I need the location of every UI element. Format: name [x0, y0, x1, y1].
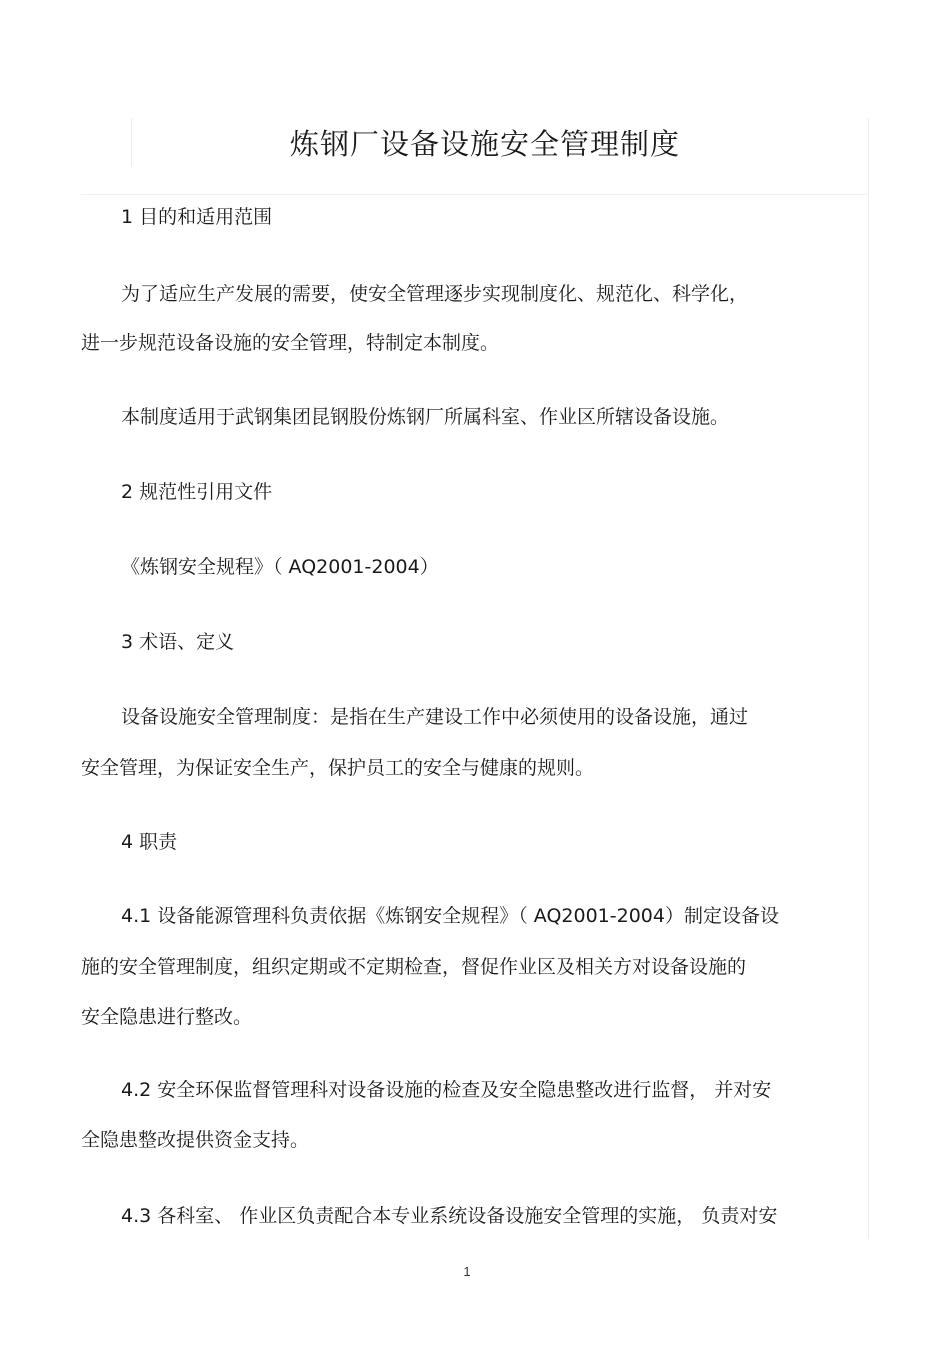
paragraph-line: 进一步规范设备设施的安全管理，特制定本制度。 — [81, 332, 500, 354]
page-border-right — [868, 118, 869, 1238]
section-heading-2: 2 规范性引用文件 — [121, 481, 273, 503]
paragraph-line: 安全隐患进行整改。 — [81, 1006, 253, 1028]
paragraph-line: 设备设施安全管理制度：是指在生产建设工作中必须使用的设备设施，通过 — [121, 706, 749, 728]
document-title: 炼钢厂设备设施安全管理制度 — [289, 127, 680, 161]
section-heading-1: 1 目的和适用范围 — [121, 206, 273, 228]
paragraph-line: 4.3 各科室、 作业区负责配合本专业系统设备设施安全管理的实施， 负责对安 — [121, 1205, 778, 1227]
paragraph-line: 安全管理，为保证安全生产，保护员工的安全与健康的规则。 — [81, 757, 595, 779]
paragraph-line: 《炼钢安全规程》（ AQ2001-2004） — [121, 556, 439, 578]
section-heading-3: 3 术语、定义 — [121, 631, 235, 653]
paragraph-line: 施的安全管理制度，组织定期或不定期检查，督促作业区及相关方对设备设施的 — [81, 956, 747, 978]
title-divider — [81, 194, 869, 195]
paragraph-line: 本制度适用于武钢集团昆钢股份炼钢厂所属科室、作业区所辖设备设施。 — [121, 406, 730, 428]
page-number: 1 — [463, 1264, 471, 1279]
section-heading-4: 4 职责 — [121, 831, 178, 853]
paragraph-line: 全隐患整改提供资金支持。 — [81, 1129, 310, 1151]
paragraph-line: 为了适应生产发展的需要，使安全管理逐步实现制度化、规范化、科学化， — [121, 283, 749, 305]
paragraph-line: 4.2 安全环保监督管理科对设备设施的检查及安全隐患整改进行监督， 并对安 — [121, 1079, 772, 1101]
paragraph-line: 4.1 设备能源管理科负责依据《炼钢安全规程》（ AQ2001-2004）制定设备设 — [121, 905, 779, 927]
